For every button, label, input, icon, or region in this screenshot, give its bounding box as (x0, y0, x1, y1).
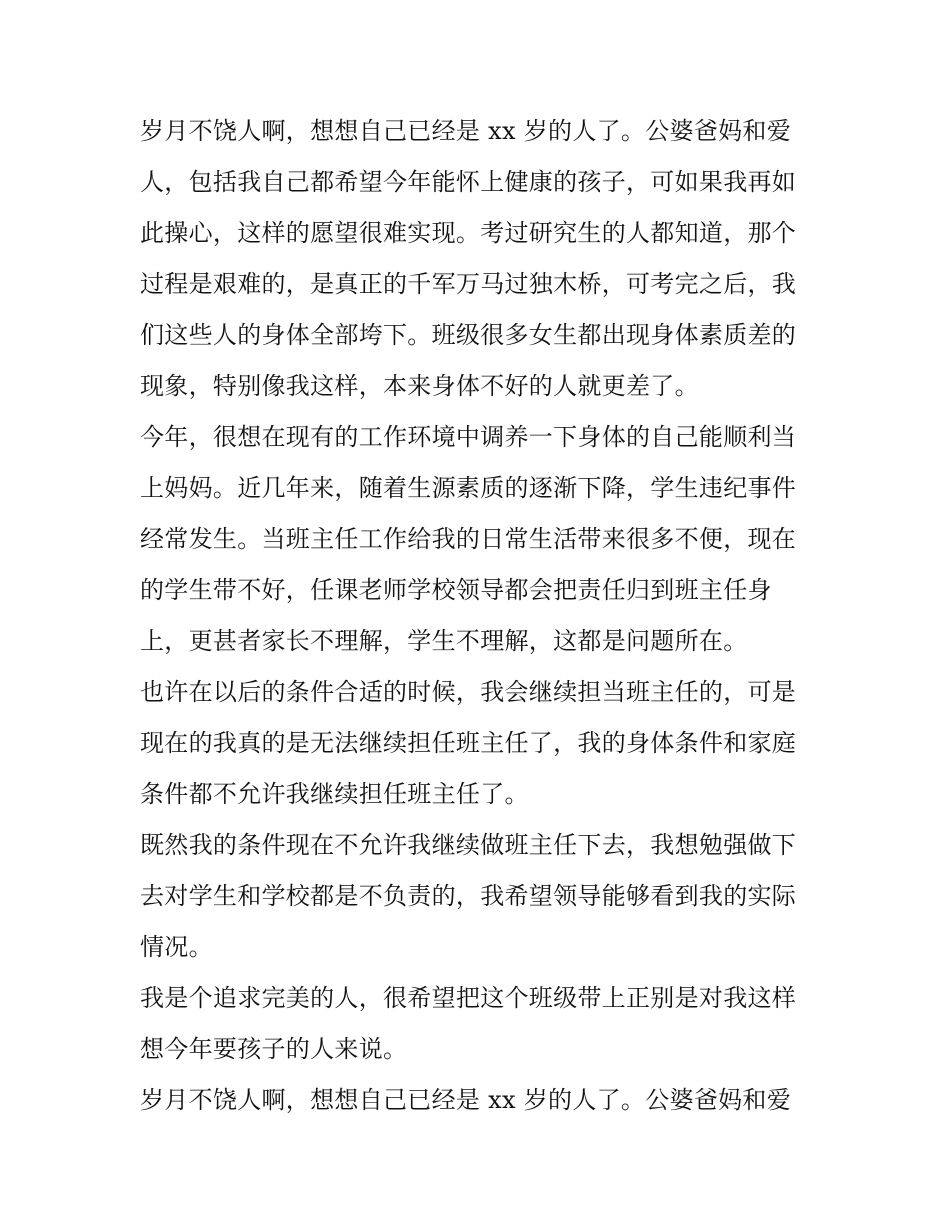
text-line: 情况。 (140, 933, 213, 961)
paragraph-2 (140, 412, 820, 667)
paragraph-1 (140, 106, 820, 412)
text-line: 们这些人的身体全部垮下。班级很多女生都出现身体素质差的 (140, 321, 797, 349)
text-line: 想今年要孩子的人来说。 (140, 1035, 408, 1063)
text-line: 经常发生。当班主任工作给我的日常生活带来很多不便，现在 (140, 525, 797, 553)
paragraph-6 (140, 1075, 820, 1126)
text-line: 岁月不饶人啊，想想自己已经是 xx 岁的人了。公婆爸妈和爱 (140, 117, 792, 145)
paragraph-3 (140, 667, 820, 820)
text-line: 的学生带不好，任课老师学校领导都会把责任归到班主任身 (140, 576, 772, 604)
text-line: 也许在以后的条件合适的时候，我会继续担当班主任的，可是 (140, 678, 797, 706)
text-line: 今年，很想在现有的工作环境中调养一下身体的自己能顺利当 (140, 423, 797, 451)
text-line: 我是个追求完美的人，很希望把这个班级带上正别是对我这样 (140, 984, 797, 1012)
text-line: 人，包括我自己都希望今年能怀上健康的孩子，可如果我再如 (140, 168, 797, 196)
text-line: 现象，特别像我这样，本来身体不好的人就更差了。 (140, 372, 699, 400)
text-line: 岁月不饶人啊，想想自己已经是 xx 岁的人了。公婆爸妈和爱 (140, 1086, 792, 1114)
text-line: 上妈妈。近几年来，随着生源素质的逐渐下降，学生违纪事件 (140, 474, 797, 502)
text-line: 既然我的条件现在不允许我继续做班主任下去，我想勉强做下 (140, 831, 797, 859)
document-body (140, 106, 820, 1126)
text-line: 此操心，这样的愿望很难实现。考过研究生的人都知道，那个 (140, 219, 797, 247)
paragraph-4 (140, 820, 820, 973)
text-line: 上，更甚者家长不理解，学生不理解，这都是问题所在。 (140, 627, 748, 655)
text-line: 过程是艰难的，是真正的千军万马过独木桥，可考完之后，我 (140, 270, 797, 298)
text-line: 条件都不允许我继续担任班主任了。 (140, 780, 529, 808)
text-line: 现在的我真的是无法继续担任班主任了，我的身体条件和家庭 (140, 729, 797, 757)
paragraph-5 (140, 973, 820, 1075)
text-line: 去对学生和学校都是不负责的，我希望领导能够看到我的实际 (140, 882, 797, 910)
